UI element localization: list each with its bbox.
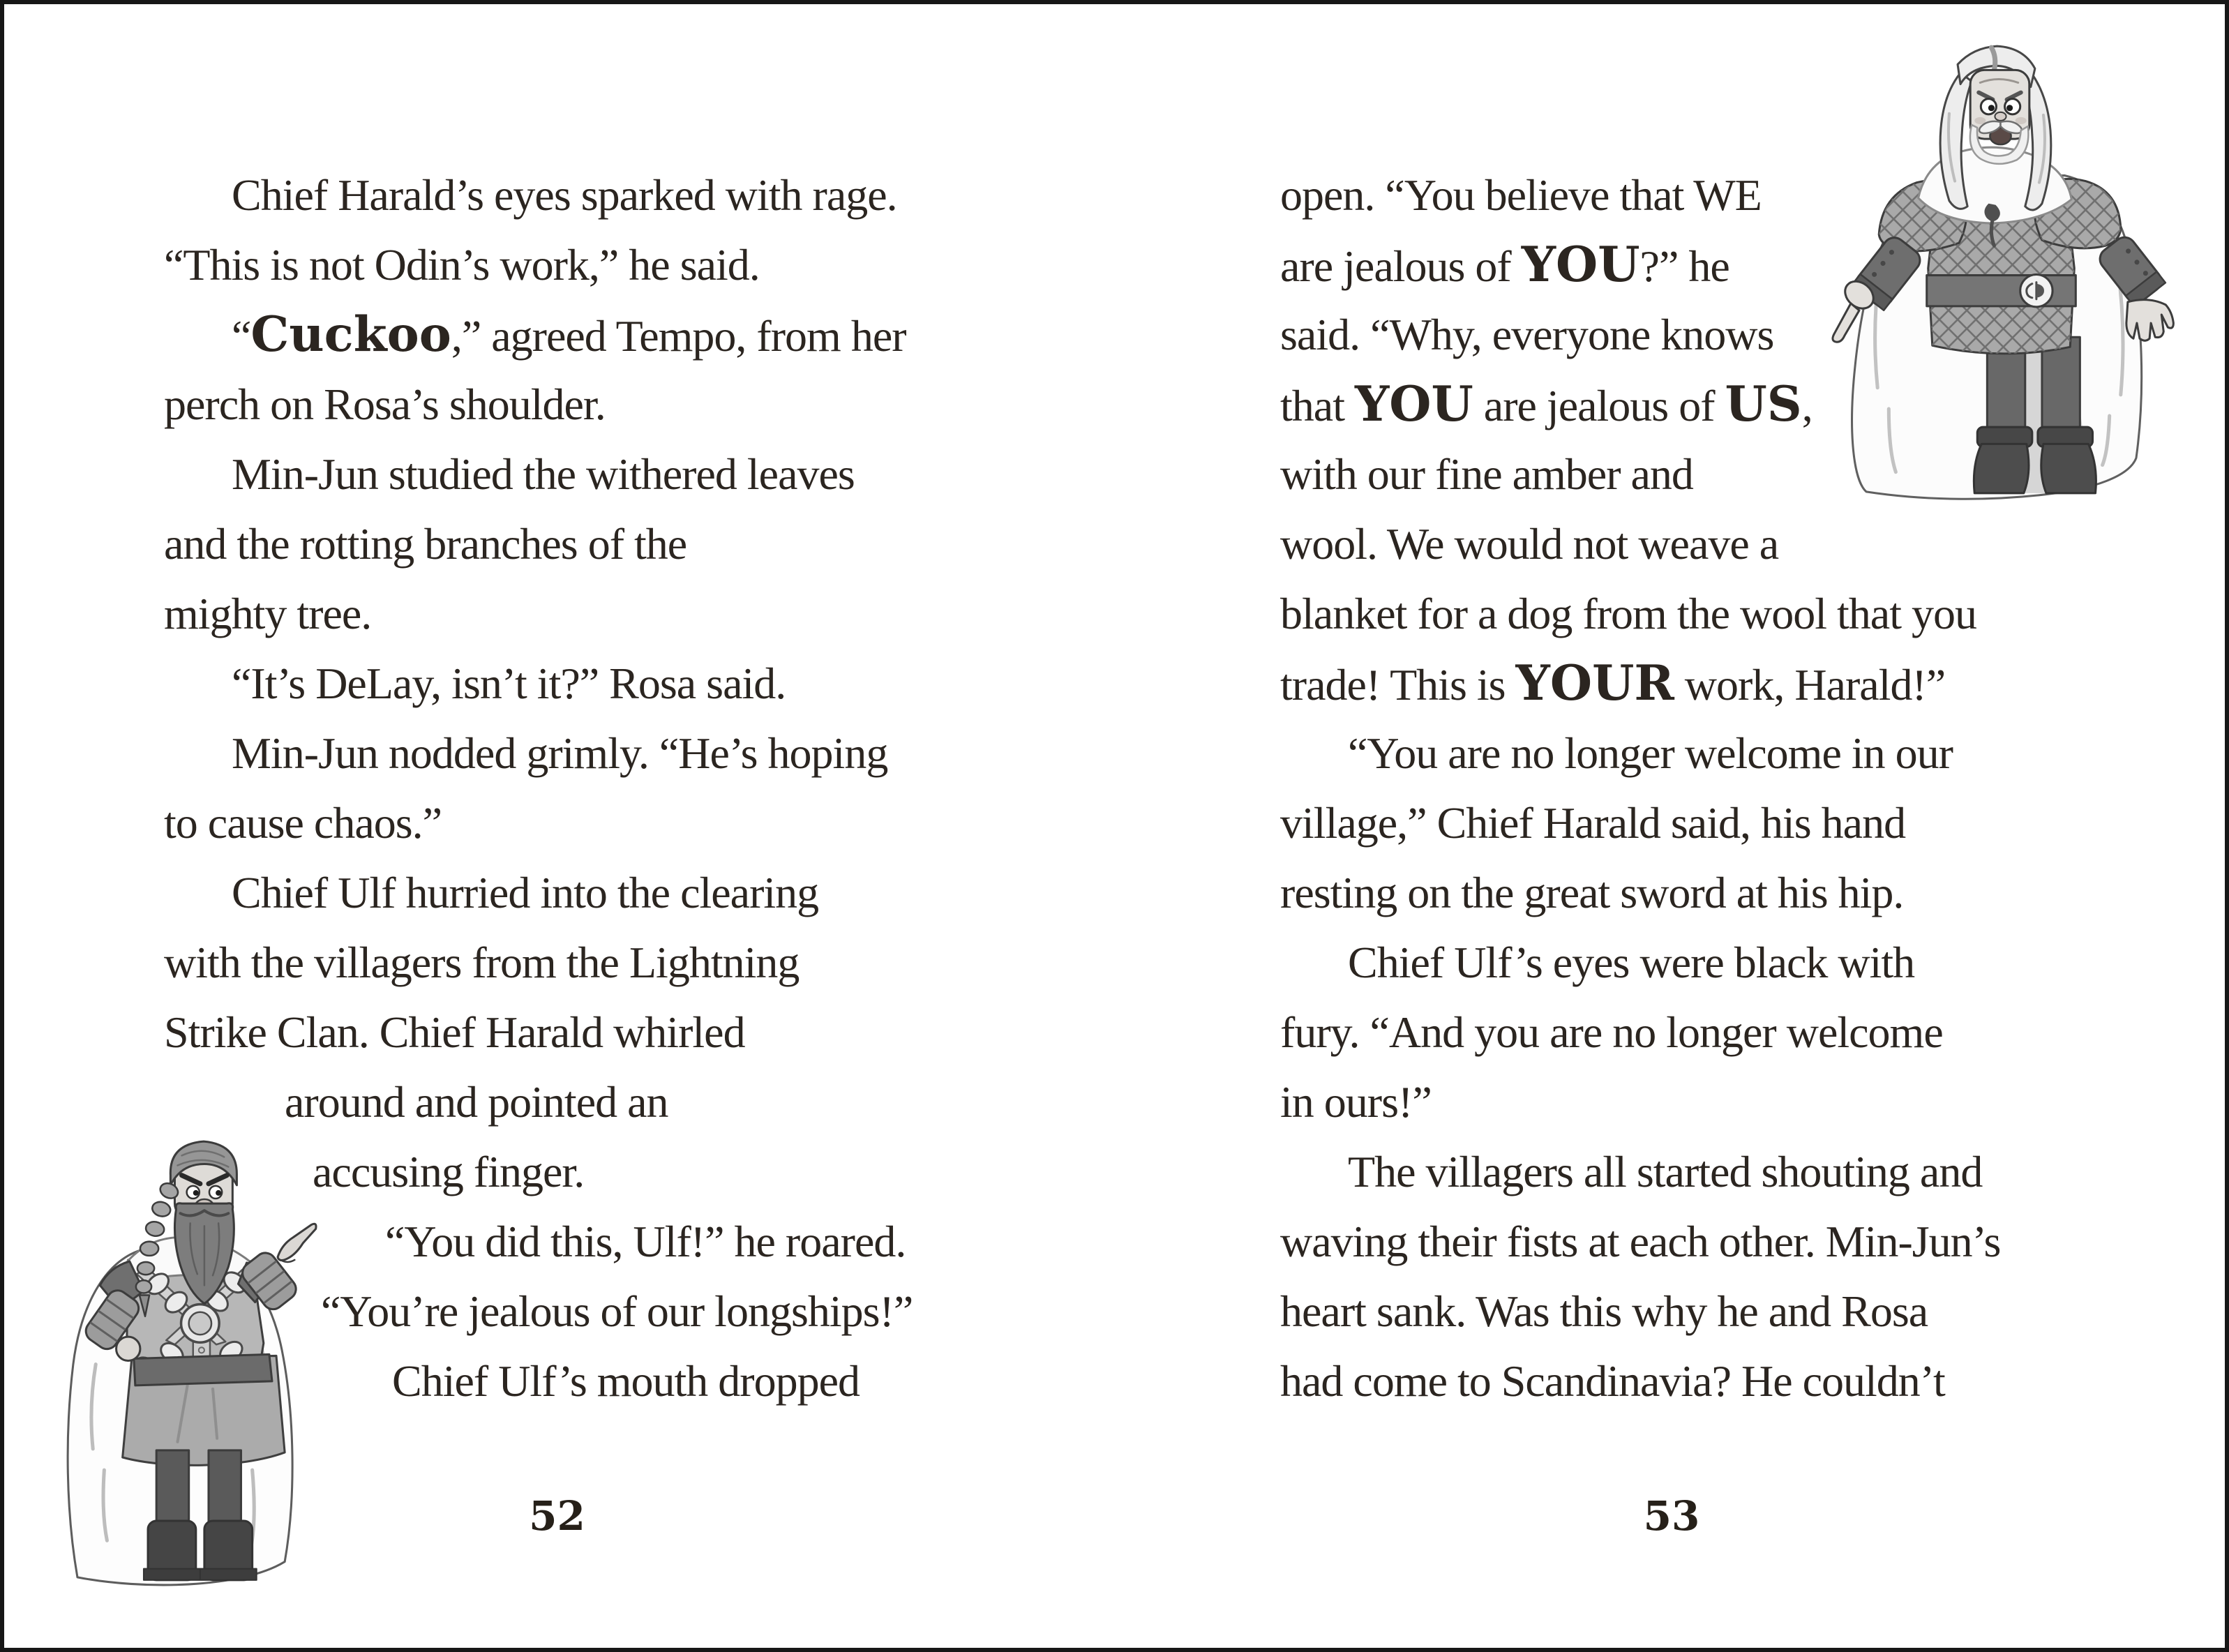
text-segment: The villagers all started shouting and	[1348, 1147, 1983, 1196]
text-segment: “	[232, 311, 251, 361]
emphasis-word: YOUR	[1515, 655, 1674, 712]
text-line	[0, 230, 2229, 300]
text-segment: that	[1280, 381, 1355, 430]
text-line	[0, 579, 2229, 649]
text-segment: blanket for a dog from the wool that you	[1280, 589, 1976, 638]
text-line	[0, 440, 2229, 509]
text-segment: Min-Jun studied the withered leaves	[232, 449, 855, 499]
text-segment: open. “You believe that WE	[1280, 170, 1762, 220]
text-segment: “This is not Odin’s work,” he said.	[164, 240, 760, 290]
text-segment: mighty tree.	[164, 589, 372, 638]
text-segment: said. “Why, everyone knows	[1280, 310, 1774, 359]
text-segment: Chief Ulf’s eyes were black with	[1348, 938, 1915, 987]
text-line	[0, 300, 2229, 370]
text-line	[0, 788, 2229, 858]
text-line	[0, 1207, 2229, 1277]
text-segment: ,	[1801, 381, 1813, 430]
text-segment: are jealous of	[1473, 381, 1725, 430]
text-segment: in ours!”	[1280, 1077, 1432, 1127]
text-segment: “You are no longer welcome in our	[1348, 728, 1953, 778]
text-line	[0, 1137, 2229, 1207]
text-line	[0, 649, 2229, 719]
text-line	[0, 998, 2229, 1067]
text-segment: “You’re jealous of our longships!”	[321, 1286, 913, 1336]
text-segment: and the rotting branches of the	[164, 519, 687, 569]
text-segment: accusing finger.	[313, 1147, 585, 1196]
text-segment: perch on Rosa’s shoulder.	[164, 380, 606, 429]
text-segment: are jealous of	[1280, 241, 1522, 291]
text-segment: ?” he	[1639, 241, 1729, 291]
text-segment: to cause chaos.”	[164, 798, 442, 848]
page-number-right: 53	[1643, 1492, 1700, 1540]
text-segment: trade! This is	[1280, 660, 1516, 709]
text-segment: work, Harald!”	[1674, 660, 1946, 709]
text-line	[0, 928, 2229, 998]
text-segment: village,” Chief Harald said, his hand	[1280, 798, 1906, 848]
text-segment: Strike Clan. Chief Harald whirled	[164, 1007, 745, 1057]
text-line	[0, 719, 2229, 788]
emphasis-word: YOU	[1354, 376, 1473, 433]
text-segment: Chief Ulf hurried into the clearing	[232, 868, 819, 917]
emphasis-word: YOU	[1521, 236, 1640, 293]
emphasis-word: US	[1725, 376, 1802, 433]
text-segment: ,” agreed Tempo, from her	[451, 311, 906, 361]
text-segment: Min-Jun nodded grimly. “He’s hoping	[232, 728, 888, 778]
text-segment: Chief Ulf’s mouth dropped	[392, 1356, 860, 1406]
text-line	[0, 1346, 2229, 1416]
text-segment: “It’s DeLay, isn’t it?” Rosa said.	[232, 659, 786, 708]
text-segment: resting on the great sword at his hip.	[1280, 868, 1904, 917]
text-line	[0, 858, 2229, 928]
text-segment: with our fine amber and	[1280, 449, 1693, 499]
text-line	[0, 1277, 2229, 1346]
text-line	[0, 370, 2229, 440]
text-segment: “You did this, Ulf!” he roared.	[385, 1217, 906, 1266]
text-segment: fury. “And you are no longer welcome	[1280, 1007, 1943, 1057]
right-page-text	[0, 160, 2229, 1416]
page-number-left: 52	[529, 1492, 585, 1540]
text-segment: around and pointed an	[285, 1077, 668, 1127]
text-line	[0, 160, 2229, 230]
text-segment: wool. We would not weave a	[1280, 519, 1779, 569]
text-segment: Chief Harald’s eyes sparked with rage.	[232, 170, 897, 220]
text-segment: with the villagers from the Lightning	[164, 938, 800, 987]
text-line	[0, 1067, 2229, 1137]
text-segment: heart sank. Was this why he and Rosa	[1280, 1286, 1928, 1336]
text-segment: had come to Scandinavia? He couldn’t	[1280, 1356, 1945, 1406]
emphasis-word: Cuckoo	[250, 306, 451, 363]
text-line	[0, 509, 2229, 579]
text-segment: waving their fists at each other. Min-Jun’s	[1280, 1217, 2001, 1266]
